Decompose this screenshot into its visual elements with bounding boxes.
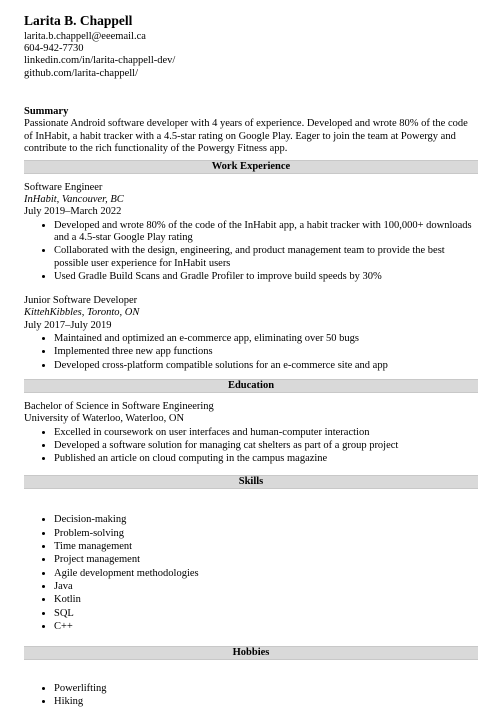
- skills-section: [24, 475, 478, 633]
- work-experience-heading: Work Experience: [24, 160, 478, 174]
- list-item: • Problem-solving: [54, 527, 478, 540]
- list-item: • Used Gradle Build Scans and Gradle Profiler to improve build speeds by 30%: [54, 270, 478, 283]
- job-bullets: [24, 219, 478, 283]
- contact-info: [24, 31, 478, 80]
- list-item: • SQL: [54, 607, 478, 620]
- email-text: larita.b.chappell@eeemail.ca: [24, 31, 146, 42]
- list-item: • Implemented three new app functions: [54, 345, 478, 358]
- list-item: • Time management: [54, 540, 478, 553]
- list-item: • Maintained and optimized an e-commerce app, eliminating over 50 bugs: [54, 332, 478, 345]
- list-item: • Hiking: [54, 695, 478, 708]
- resume-page: [24, 12, 478, 709]
- candidate-name: Larita B. Chappell: [24, 13, 133, 28]
- education-section: [24, 379, 478, 465]
- resume-header: [24, 12, 478, 80]
- education-heading: Education: [24, 379, 478, 393]
- list-item: • Decision-making: [54, 513, 478, 526]
- summary-section: [24, 106, 478, 156]
- hobbies-list: [24, 682, 478, 709]
- work-experience-section: [24, 160, 478, 372]
- job-entry: [24, 182, 478, 283]
- job-title: Software Engineer: [24, 181, 103, 193]
- list-item: • Developed cross-platform compatible solutions for an e-commerce site and app: [54, 359, 478, 372]
- list-item: • Developed a software solution for managing cat shelters as part of a group project: [54, 439, 478, 452]
- list-item: • Agile development methodologies: [54, 567, 478, 580]
- list-item: • Published an article on cloud computing in the campus magazine: [54, 452, 478, 465]
- education-entry: [24, 401, 478, 465]
- job-entry: [24, 295, 478, 372]
- skills-heading: Skills: [24, 475, 478, 489]
- phone-text: 604-942-7730: [24, 43, 84, 55]
- summary-title: Summary: [24, 105, 69, 117]
- list-item: • Powerlifting: [54, 682, 478, 695]
- school-text: University of Waterloo, Waterloo, ON: [24, 413, 185, 425]
- hobbies-section: [24, 646, 478, 709]
- list-item: • Project management: [54, 553, 478, 566]
- job-title: Junior Software Developer: [24, 295, 138, 307]
- skills-list: [24, 513, 478, 633]
- list-item: • C++: [54, 620, 478, 633]
- list-item: • Excelled in coursework on user interfaces and human-computer interaction: [54, 426, 478, 439]
- list-item: • Kotlin: [54, 593, 478, 606]
- summary-text: Passionate Android software developer with 4 years of experience. Developed and wrote 80% of the code of InHabit, a habit tracker with a 4.5-star rating on Google Play. Eager to join the team at Powergy and contribute to the rich functionality of the Powergy Fitness app.: [24, 118, 468, 155]
- job-company: KittehKibbles, Toronto, ON: [24, 307, 140, 319]
- list-item: • Collaborated with the design, engineering, and product management team to provide the best possible user experience for InHabit users: [54, 244, 478, 270]
- list-item: • Java: [54, 580, 478, 593]
- job-dates: July 2017–July 2019: [24, 319, 112, 331]
- github-text: github.com/larita-chappell/: [24, 67, 139, 79]
- job-bullets: [24, 332, 478, 372]
- job-company: InHabit, Vancouver, BC: [24, 194, 124, 206]
- list-item: • Developed and wrote 80% of the code of the InHabit app, a habit tracker with 100,000+ downloads and a 4.5-star Google Play rating: [54, 219, 478, 245]
- hobbies-heading: Hobbies: [24, 646, 478, 660]
- education-bullets: [24, 426, 478, 466]
- job-dates: July 2019–March 2022: [24, 206, 122, 218]
- linkedin-text: linkedin.com/in/larita-chappell-dev/: [24, 55, 176, 67]
- degree-text: Bachelor of Science in Software Engineering: [24, 400, 214, 412]
